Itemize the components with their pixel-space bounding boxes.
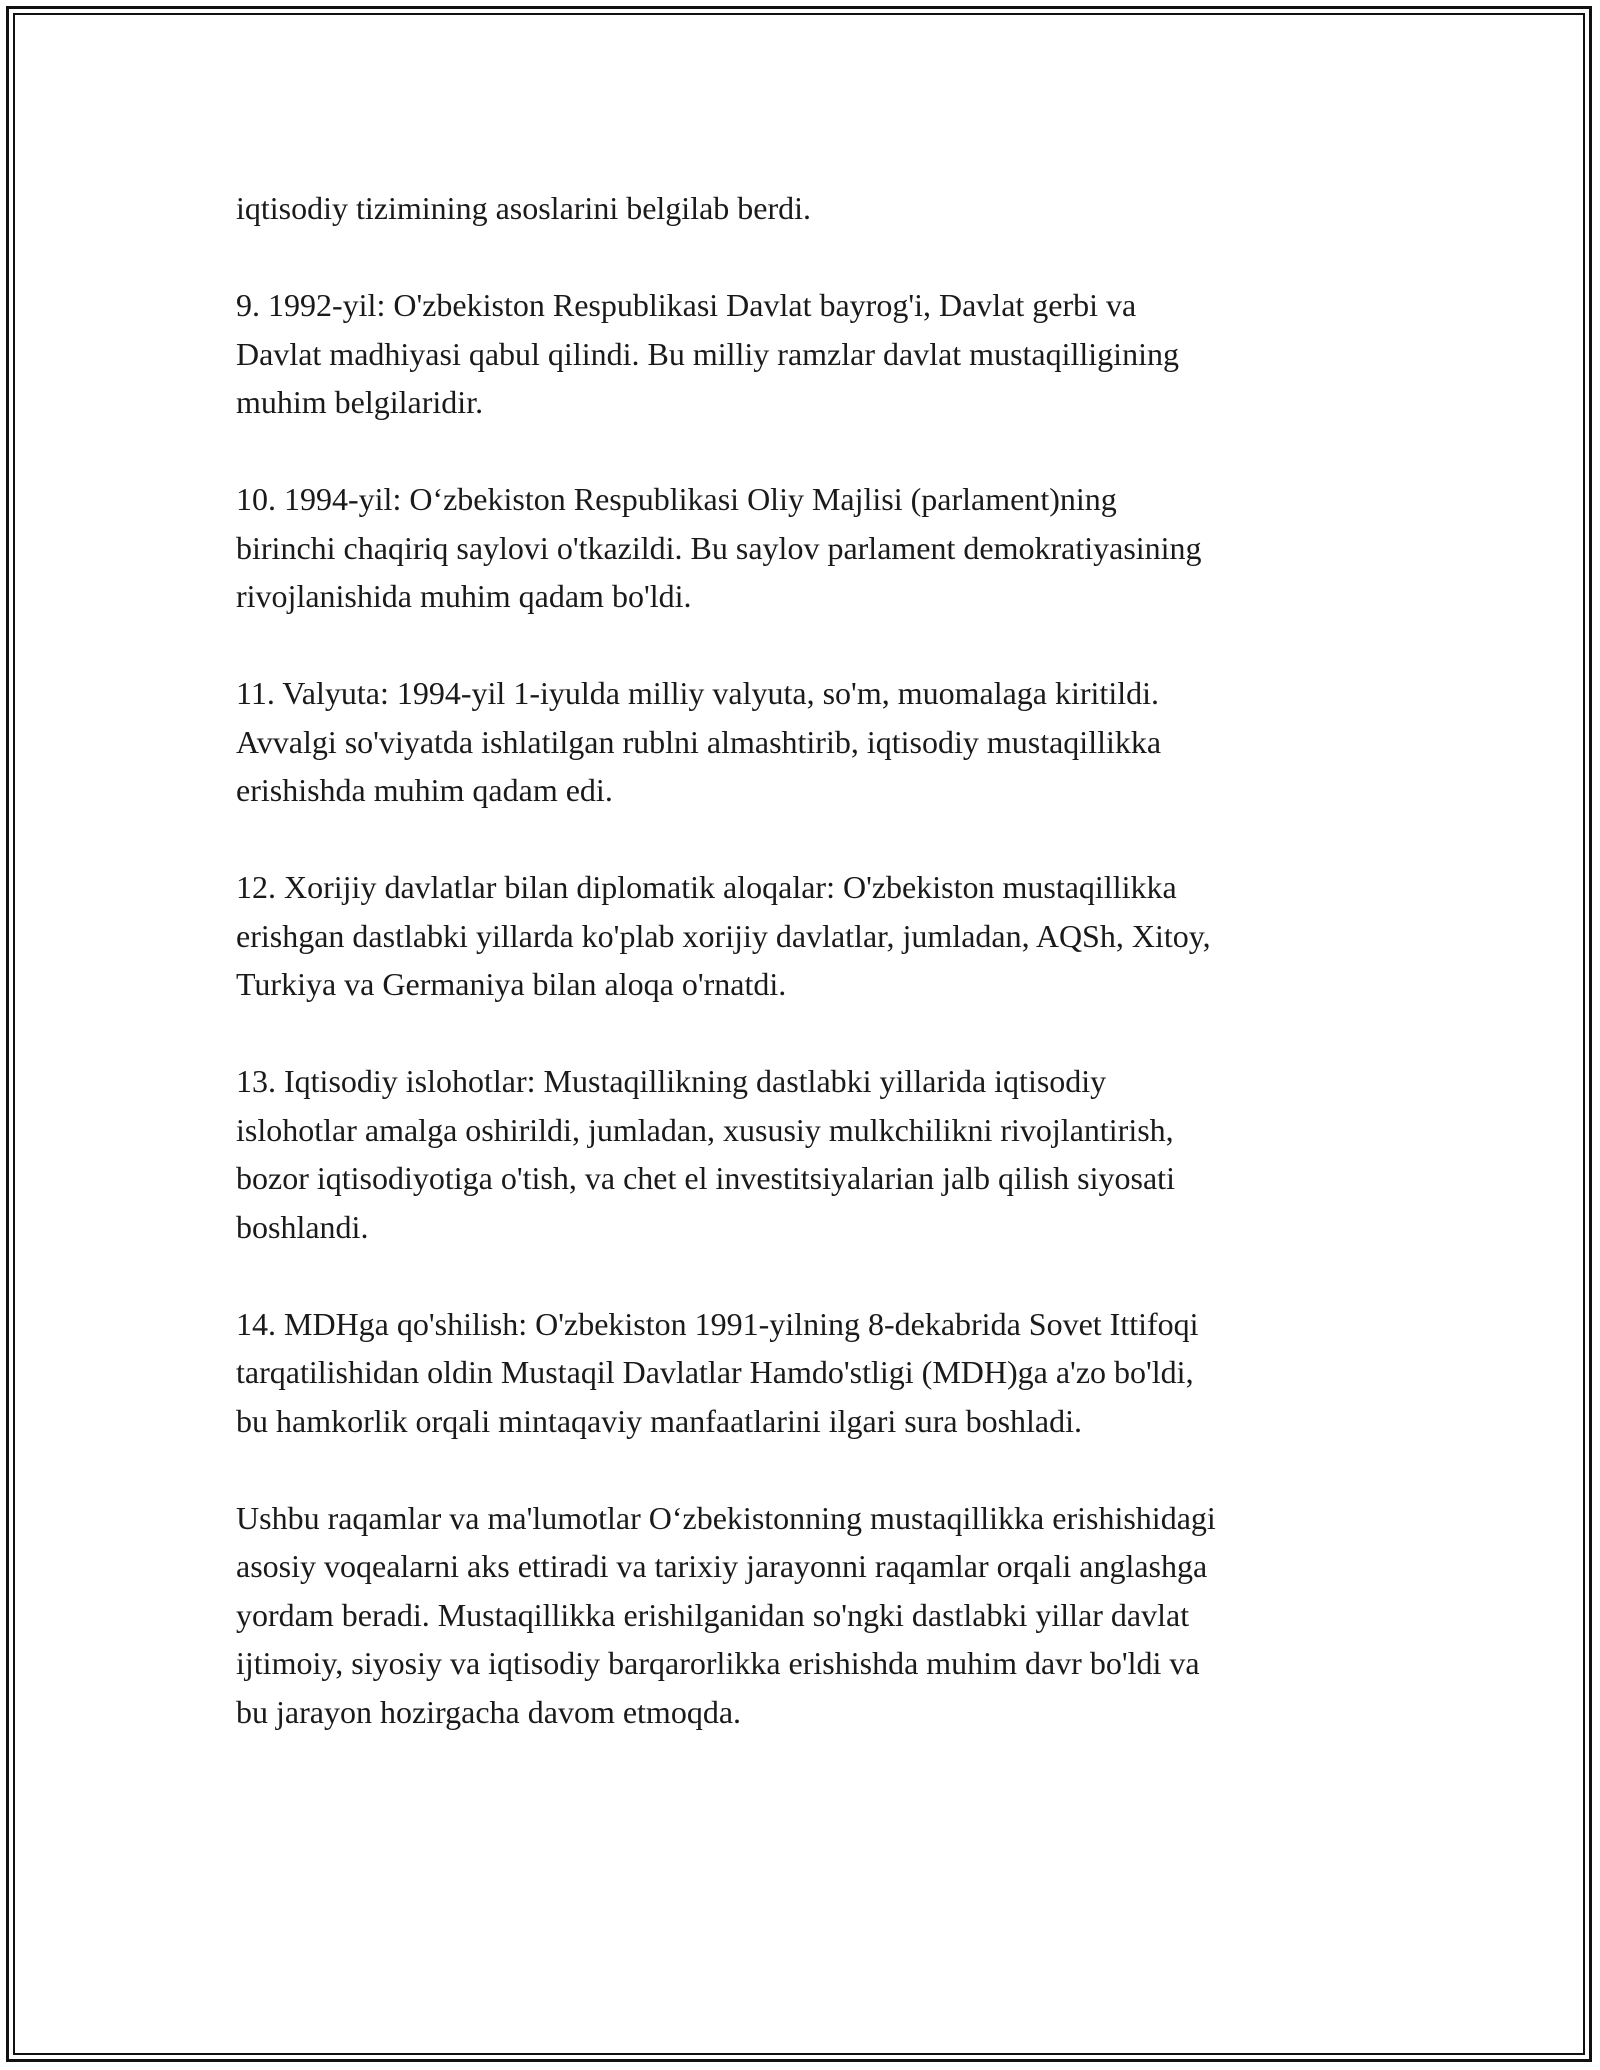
paragraph-continuation [236,184,1386,233]
text-line: bozor iqtisodiyotiga o'tish, va chet el investitsiyalarian jalb qilish siyosati [236,1160,1175,1196]
text-line: ijtimoiy, siyosiy va iqtisodiy barqarorlikka erishishda muhim davr bo'ldi va [236,1645,1200,1681]
text-line: Davlat madhiyasi qabul qilindi. Bu milliy ramzlar davlat mustaqilligining [236,335,1179,372]
text-line: 11. Valyuta: 1994-yil 1-iyulda milliy valyuta, so'm, muomalaga kiritildi. [236,675,1159,711]
text-line: 12. Xorijiy davlatlar bilan diplomatik aloqalar: O'zbekiston mustaqillikka [236,869,1177,905]
text-line: 14. MDHga qo'shilish: O'zbekiston 1991-yilning 8-dekabrida Sovet Ittifoqi [236,1305,1199,1342]
text-line: Avvalgi so'viyatda ishlatilgan rublni almashtirib, iqtisodiy mustaqillikka [236,723,1162,760]
text-line: asosiy voqealarni aks ettiradi va tarixiy jarayonni raqamlar orqali anglashga [236,1548,1208,1584]
document-body [236,184,1386,1785]
paragraph-item-9 [236,281,1386,427]
text-line: yordam beradi. Mustaqillikka erishilganidan so'ngki dastlabki yillar davlat [236,1596,1190,1633]
text-line: Ushbu raqamlar va ma'lumotlar O‘zbekistonning mustaqillikka erishishidagi [236,1499,1216,1536]
paragraph-item-12 [236,863,1386,1009]
text-line: islohotlar amalga oshirildi, jumladan, xususiy mulkchilikni rivojlantirish, [236,1111,1174,1148]
text-line: erishgan dastlabki yillarda ko'plab xorijiy davlatlar, jumladan, AQSh, Xitoy, [236,917,1211,954]
text-line: 10. 1994-yil: O‘zbekiston Respublikasi Oliy Majlisi (parlament)ning [236,481,1117,517]
text-line: erishishda muhim qadam edi. [236,772,613,808]
paragraph-item-13 [236,1057,1386,1251]
text-line: boshlandi. [236,1208,369,1245]
text-line: bu jarayon hozirgacha davom etmoqda. [236,1693,742,1730]
text-line: rivojlanishida muhim qadam bo'ldi. [236,578,692,614]
text-line: iqtisodiy tizimining asoslarini belgilab berdi. [236,190,812,226]
paragraph-item-10 [236,475,1386,621]
paragraph-item-11 [236,669,1386,815]
text-line: muhim belgilaridir. [236,384,484,420]
text-line: Turkiya va Germaniya bilan aloqa o'rnatdi. [236,966,787,1002]
text-line: bu hamkorlik orqali mintaqaviy manfaatlarini ilgari sura boshladi. [236,1402,1082,1439]
text-line: 13. Iqtisodiy islohotlar: Mustaqillikning dastlabki yillarida iqtisodiy [236,1063,1107,1099]
paragraph-conclusion [236,1494,1386,1737]
paragraph-item-14 [236,1300,1386,1446]
text-line: birinchi chaqiriq saylovi o'tkazildi. Bu saylov parlament demokratiyasining [236,529,1202,566]
text-line: tarqatilishidan oldin Mustaqil Davlatlar Hamdo'stligi (MDH)ga a'zo bo'ldi, [236,1354,1194,1390]
text-line: 9. 1992-yil: O'zbekiston Respublikasi Davlat bayrog'i, Davlat gerbi va [236,287,1137,323]
